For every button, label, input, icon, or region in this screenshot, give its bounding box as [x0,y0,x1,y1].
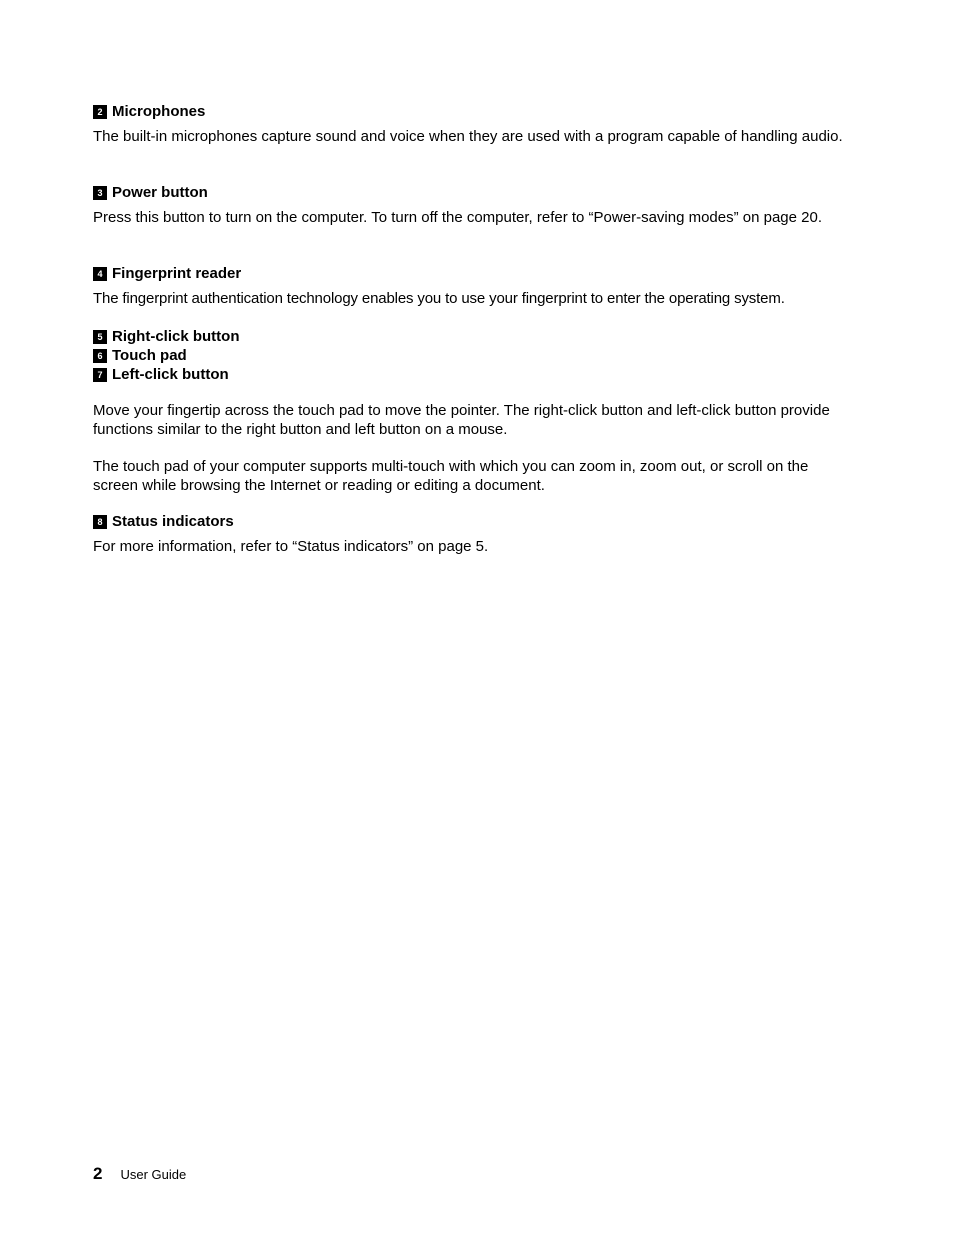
section-heading-status-indicators [93,512,234,531]
section-title: Microphones [112,103,206,120]
callout-badge: 3 [93,186,107,200]
section-heading-fingerprint-reader [93,264,241,283]
section-title: Touch pad [112,347,187,364]
section-body-status-indicators: For more information, refer to “Status indicators” on page 5. [93,538,489,555]
section-title: Left-click button [112,366,229,383]
callout-badge: 8 [93,515,107,529]
section-title: Status indicators [112,513,234,530]
section-heading-right-click-button [93,327,240,346]
section-heading-power-button [93,183,208,202]
callout-badge: 2 [93,105,107,119]
section-body-fingerprint-reader: The fingerprint authentication technology enables you to use your fingerprint to enter the operating system. [93,290,785,307]
callout-badge: 4 [93,267,107,281]
callout-badge: 7 [93,368,107,382]
section-body-microphones: The built-in microphones capture sound and voice when they are used with a program capable of handling audio. [93,128,843,145]
callout-badge: 6 [93,349,107,363]
section-title: Power button [112,184,208,201]
touch-pad-paragraph-2: The touch pad of your computer supports multi-touch with which you can zoom in, zoom out, or scroll on the screen while browsing the Internet or reading or editing a document. [93,458,809,494]
section-body-power-button: Press this button to turn on the computer. To turn off the computer, refer to “Power-saving modes” on page 20. [93,209,823,226]
section-title: Fingerprint reader [112,265,242,282]
touch-pad-paragraph-1: Move your fingertip across the touch pad to move the pointer. The right-click button and left-click button provide functions similar to the right button and left button on a mouse. [93,402,830,438]
page-number: 2 [93,1164,103,1183]
section-heading-touch-pad [93,346,187,365]
callout-badge: 5 [93,330,107,344]
page-footer [93,1164,186,1184]
section-heading-microphones [93,102,205,121]
section-heading-left-click-button [93,365,229,384]
section-title: Right-click button [112,328,240,345]
footer-label: User Guide [120,1167,187,1182]
